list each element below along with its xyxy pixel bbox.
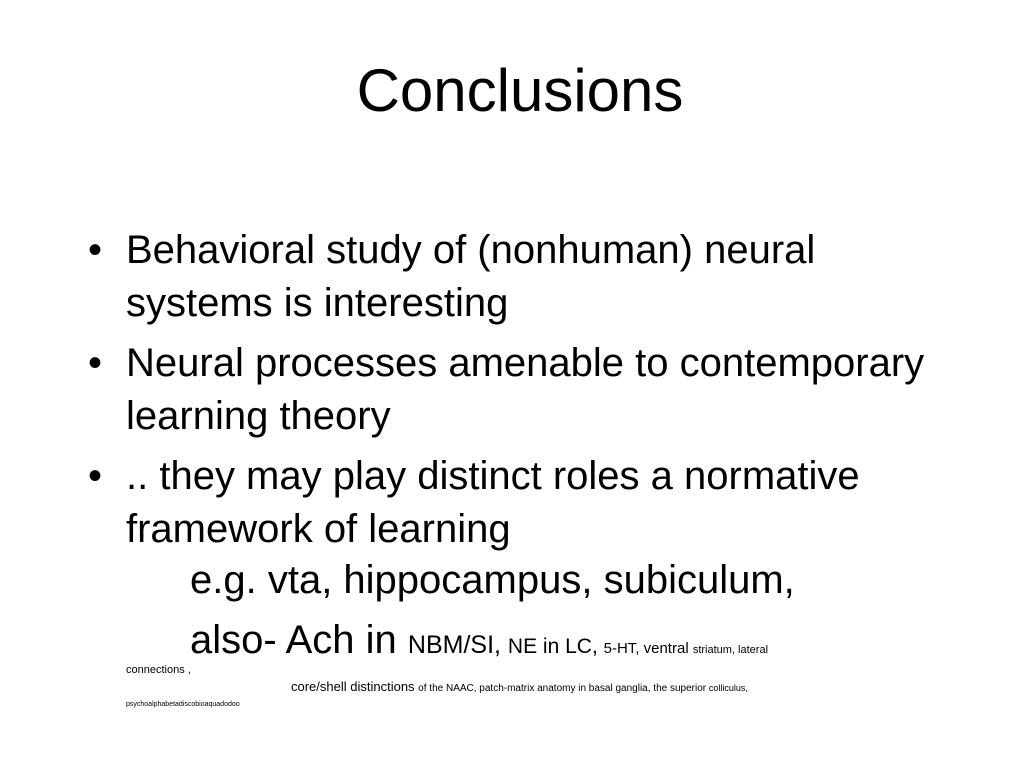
example-line-5: psychoalphabetadiscobioaquadodoo — [126, 701, 240, 708]
bullet-item — [88, 450, 948, 556]
example-line-4 — [291, 679, 748, 697]
example-line-3: connections , — [126, 664, 191, 676]
example-line-1: e.g. vta, hippocampus, subiculum, — [190, 558, 795, 602]
example-text-5ht: 5-HT, — [603, 640, 644, 657]
bullet-text: Behavioral study of (nonhuman) neural systems is interesting — [126, 228, 816, 325]
example-text-colliculus: colliculus, — [708, 683, 748, 693]
bullet-marker: • — [88, 341, 103, 385]
example-text-naac: of the NAAC, patch-matrix anatomy in basal ganglia, the superior — [418, 683, 709, 694]
bullet-text: Neural processes amenable to contemporary learning theory — [126, 341, 925, 438]
bullet-item — [88, 224, 948, 330]
bullet-text: .. they may play distinct roles a normative framework of learning — [126, 454, 860, 551]
example-text-lc: LC, — [565, 635, 604, 658]
bullet-marker: • — [88, 228, 103, 272]
example-line-2 — [190, 614, 768, 677]
example-text-striatum: striatum, lateral — [692, 644, 769, 656]
example-text-ventral: ventral — [643, 640, 693, 657]
example-text-ne: NE in — [507, 635, 566, 658]
slide-title: Conclusions — [356, 57, 684, 124]
bullet-item — [88, 337, 948, 443]
example-text-nbm: NBM/SI, — [407, 631, 508, 659]
example-text-ach: also- Ach in — [190, 618, 408, 662]
example-text-core-shell: core/shell distinctions — [291, 679, 419, 694]
bullet-list — [88, 224, 948, 563]
bullet-marker: • — [88, 454, 103, 498]
